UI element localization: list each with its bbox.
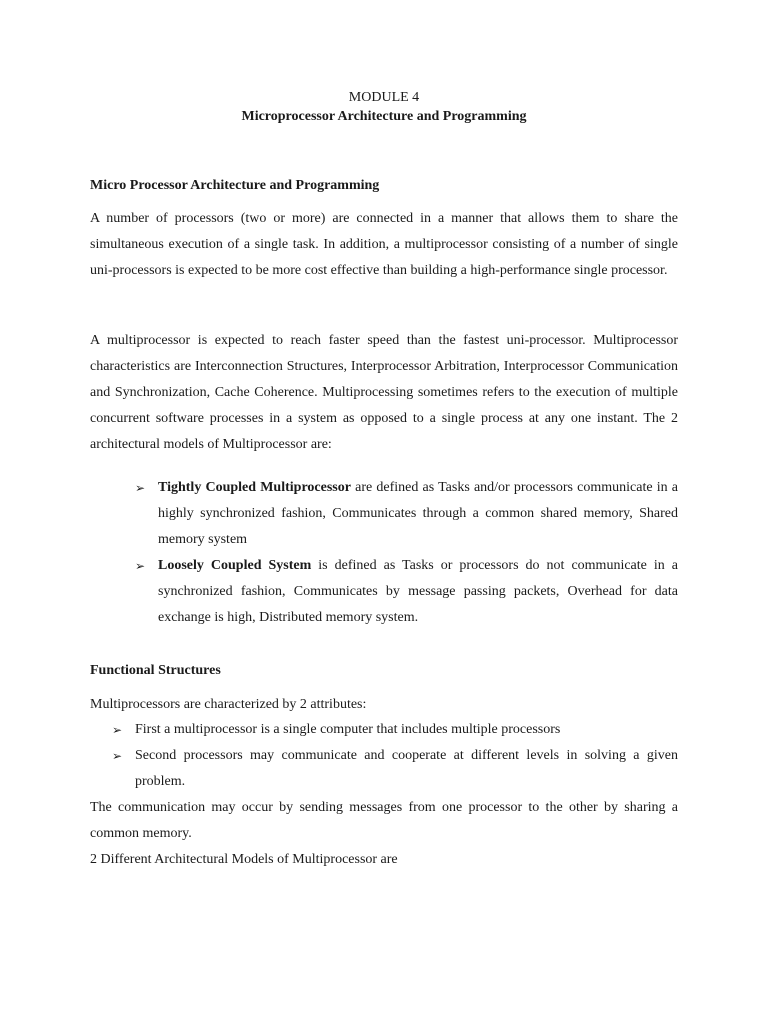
paragraph-intro: A number of processors (two or more) are connected in a manner that allows them to share the simultaneous execution of a single task. In addition, a multiprocessor consisting of a number of single uni-processors is expected to be more cost effective than building a high-performance single processor. (90, 211, 678, 278)
attribute-text: First a multiprocessor is a single computer that includes multiple processors (135, 722, 561, 737)
document-title: Microprocessor Architecture and Programming (241, 109, 527, 124)
closing-line: 2 Different Architectural Models of Multiprocessor are (90, 852, 398, 867)
list-item-attribute-2 (112, 743, 678, 795)
attribute-text: Second processors may communicate and cooperate at different levels in solving a given problem. (135, 748, 678, 789)
term-tightly-coupled: Tightly Coupled Multiprocessor (158, 480, 351, 495)
attributes-list (112, 717, 678, 795)
arrow-bullet-icon: ➢ (112, 723, 123, 737)
section-heading-functional: Functional Structures (90, 663, 221, 678)
models-list (135, 475, 679, 631)
list-item-attribute-1 (112, 717, 678, 743)
arrow-bullet-icon: ➢ (135, 481, 146, 495)
module-label: MODULE 4 (348, 90, 420, 105)
arrow-bullet-icon: ➢ (135, 559, 146, 573)
definition-tightly-coupled: are defined as Tasks and/or processors communicate in a highly synchronized fashion, Communicates through a common shared memory, Shared memory system (158, 480, 678, 547)
section-heading-architecture: Micro Processor Architecture and Programming (90, 178, 380, 193)
term-loosely-coupled: Loosely Coupled System (158, 558, 312, 573)
arrow-bullet-icon: ➢ (112, 749, 123, 763)
paragraph-multiprocessor: A multiprocessor is expected to reach faster speed than the fastest uni-processor. Multiprocessor characteristics are Interconnection Structures, Interprocessor Arbitration, Interprocessor Communication and Synchronization, Cache Coherence. Multiprocessing sometimes refers to the execution of multiple concurrent software processes in a system as opposed to a single process at any one instant. The 2 architectural models of Multiprocessor are: (90, 333, 678, 452)
paragraph-communication: The communication may occur by sending messages from one processor to the other by sharing a common memory. (90, 800, 678, 841)
attributes-intro: Multiprocessors are characterized by 2 attributes: (90, 697, 367, 712)
definition-loosely-coupled: is defined as Tasks or processors do not communicate in a synchronized fashion, Communicates by message passing packets, Overhead for data exchange is high, Distributed memory system. (158, 558, 679, 625)
list-item-loosely-coupled (135, 553, 679, 631)
list-item-tightly-coupled (135, 475, 678, 553)
